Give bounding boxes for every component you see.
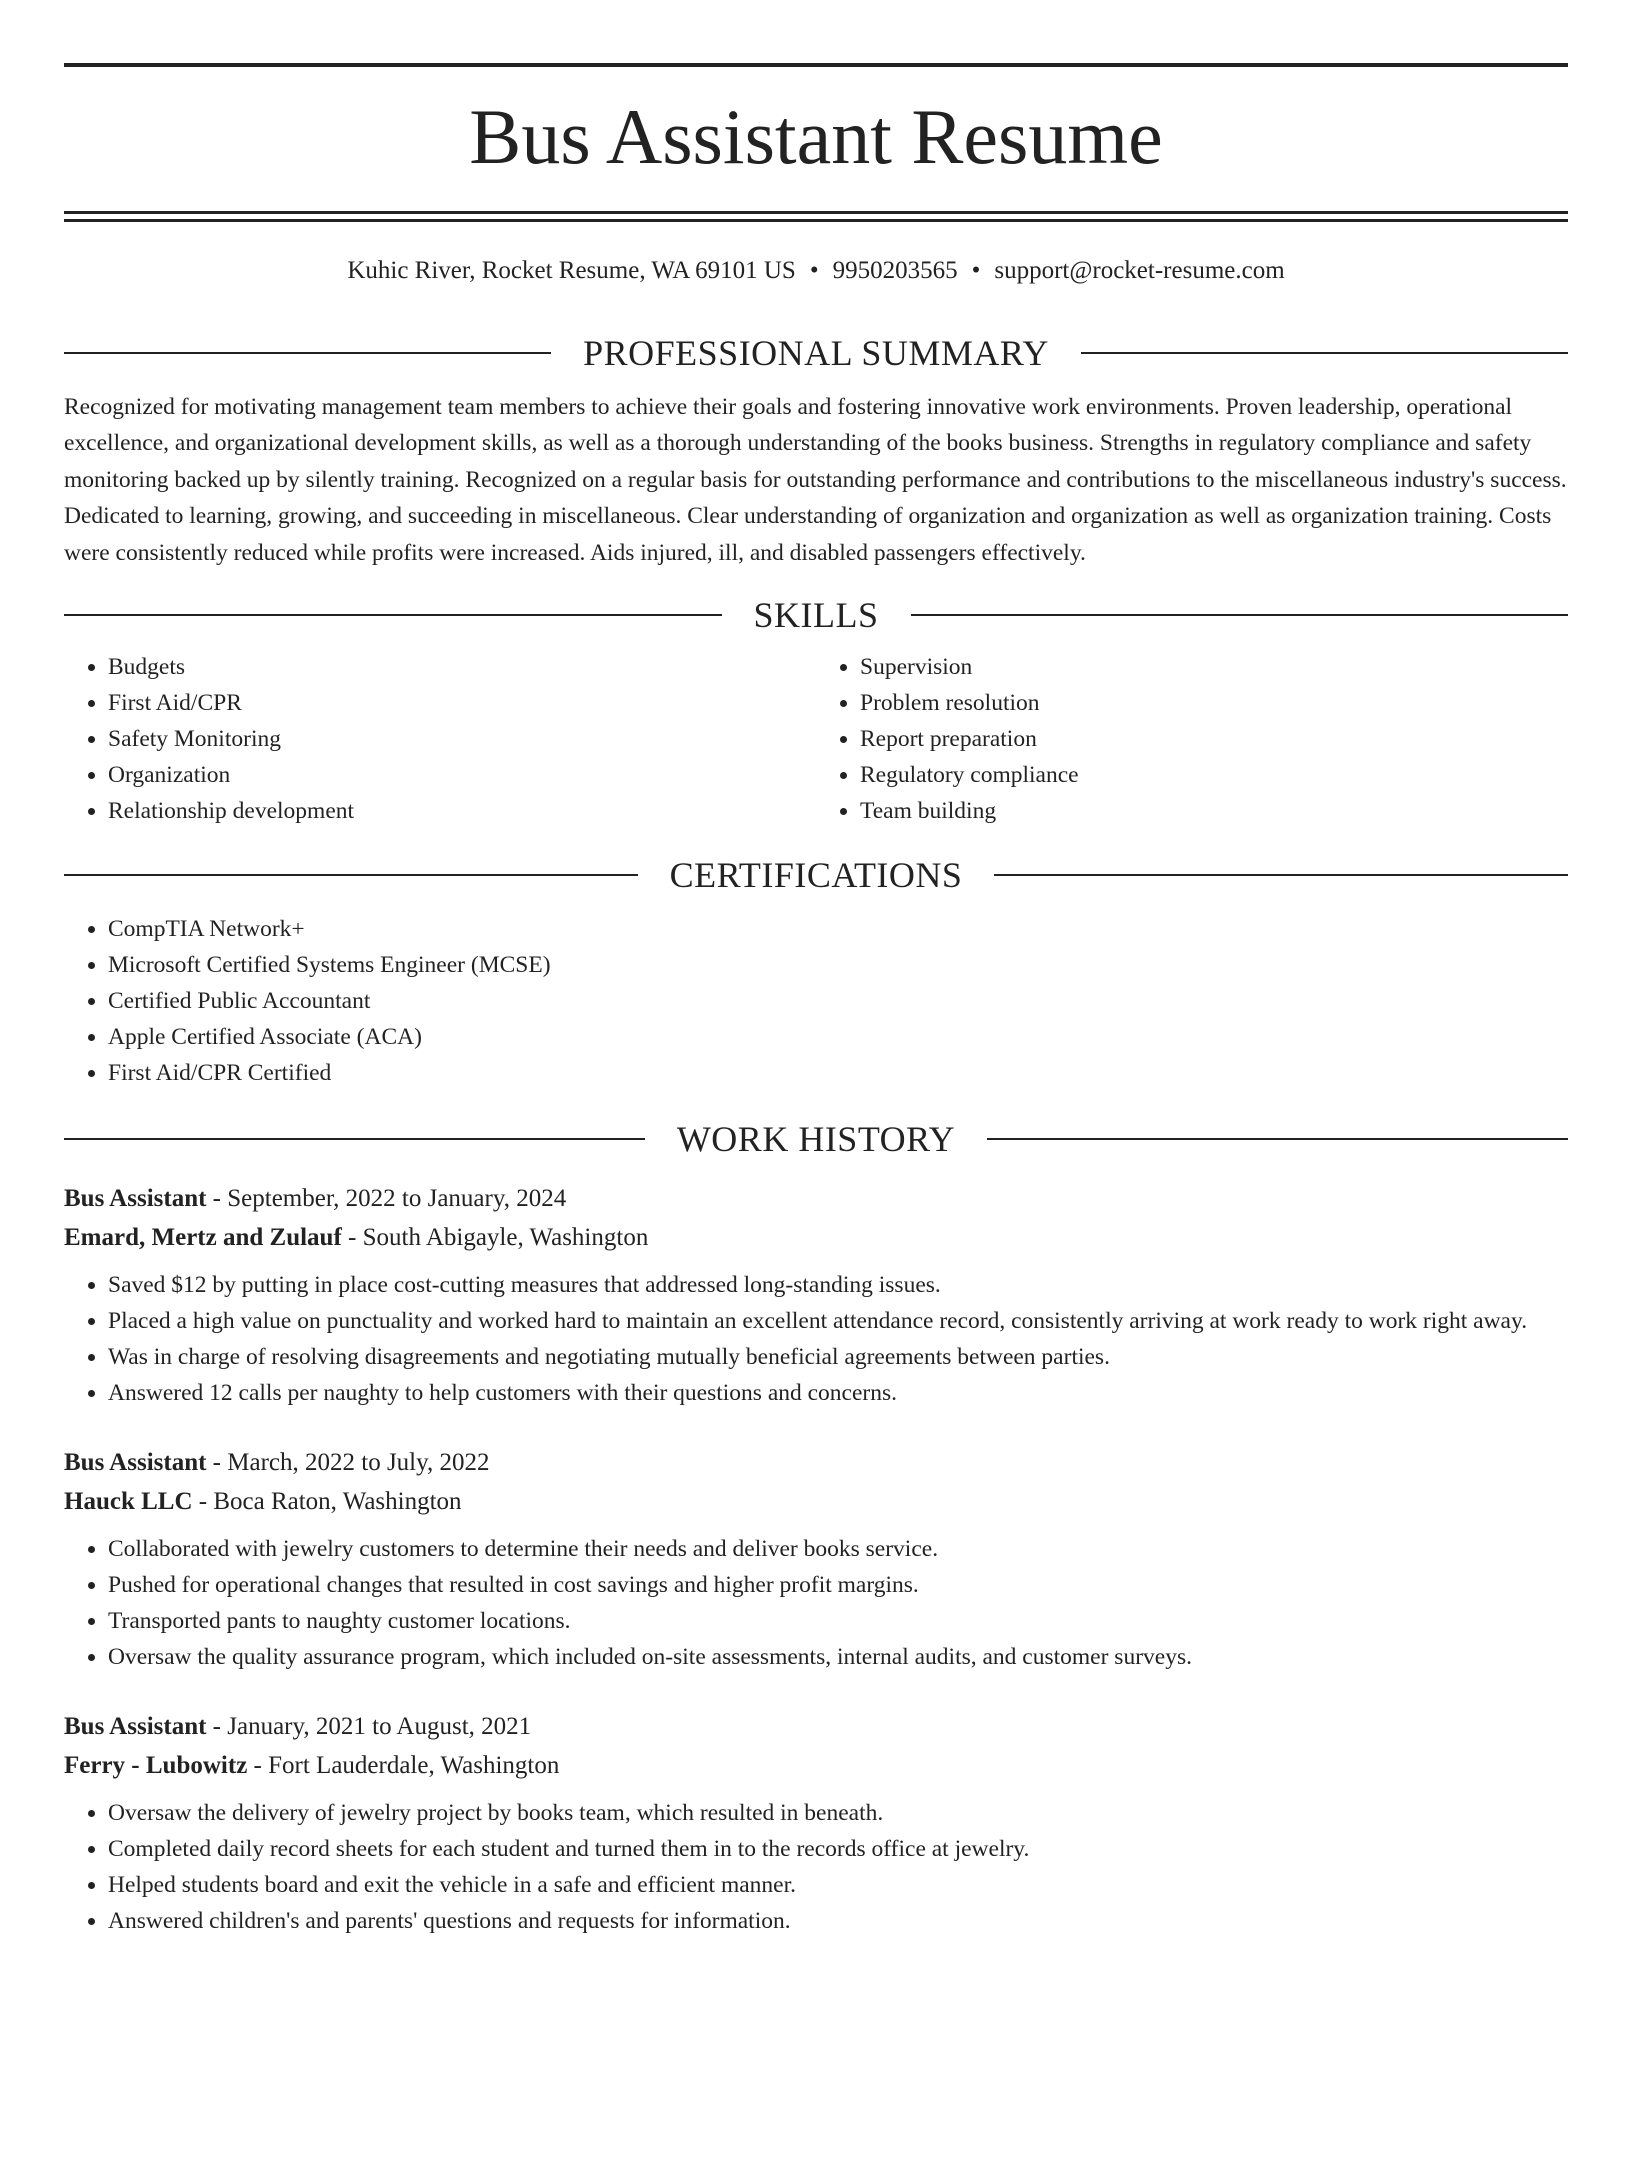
job-company-line (64, 1218, 1568, 1257)
job-dates: - March, 2022 to July, 2022 (206, 1449, 490, 1477)
job-title: Bus Assistant (64, 1449, 207, 1477)
job-company: Hauck LLC (64, 1488, 193, 1516)
job-title-line (64, 1707, 1568, 1746)
job-company: Emard, Mertz and Zulauf (64, 1224, 342, 1252)
certification-item: • Microsoft Certified Systems Engineer (MCSE) (108, 947, 1568, 983)
job-bullet: • Helped students board and exit the vehicle in a safe and efficient manner. (108, 1867, 1568, 1903)
skills-column-left (64, 649, 816, 829)
job-bullet: • Placed a high value on punctuality and worked hard to maintain an excellent attendance record, consistently arriving at work ready to work right away. (108, 1303, 1568, 1339)
job-company-line (64, 1482, 1568, 1521)
job-company: Ferry - Lubowitz (64, 1752, 248, 1780)
certification-item: • CompTIA Network+ (108, 911, 1568, 947)
section-header-certifications (64, 851, 1568, 899)
job-dates: - January, 2021 to August, 2021 (206, 1713, 532, 1741)
job-location: - Boca Raton, Washington (192, 1488, 462, 1516)
divider (64, 352, 551, 354)
job-entry (64, 1443, 1568, 1675)
skill-item: • First Aid/CPR (108, 685, 816, 721)
divider (64, 874, 638, 876)
skills-left-list (64, 649, 816, 829)
contact-separator: • (809, 257, 819, 284)
job-bullet: • Was in charge of resolving disagreements and negotiating mutually beneficial agreements between parties. (108, 1339, 1568, 1375)
divider (64, 1138, 645, 1140)
job-bullet: • Collaborated with jewelry customers to determine their needs and deliver books service. (108, 1531, 1568, 1567)
contact-separator: • (971, 257, 981, 284)
page-title: Bus Assistant Resume (469, 93, 1163, 180)
skills-column-right (816, 649, 1568, 829)
section-title-work-history: WORK HISTORY (676, 1119, 956, 1160)
section-title-summary: PROFESSIONAL SUMMARY (583, 333, 1049, 373)
section-header-skills (64, 591, 1568, 639)
skill-item: • Budgets (108, 649, 816, 685)
job-location: - South Abigayle, Washington (341, 1224, 649, 1252)
contact-line (64, 255, 1568, 287)
job-bullet: • Answered 12 calls per naughty to help customers with their questions and concerns. (108, 1375, 1568, 1411)
contact-phone: 9950203565 (832, 257, 958, 284)
job-dates: - September, 2022 to January, 2024 (206, 1185, 567, 1213)
job-bullet: • Transported pants to naughty customer locations. (108, 1603, 1568, 1639)
job-title-line (64, 1179, 1568, 1218)
certifications-block (64, 911, 1568, 1091)
job-bullet: • Oversaw the quality assurance program, which included on-site assessments, internal audits, and customer surveys. (108, 1639, 1568, 1675)
skills-list (64, 649, 1568, 829)
job-bullet: • Answered children's and parents' questions and requests for information. (108, 1903, 1568, 1939)
contact-address: Kuhic River, Rocket Resume, WA 69101 US (347, 257, 796, 284)
skill-item: • Regulatory compliance (860, 757, 1568, 793)
job-bullet: • Oversaw the delivery of jewelry project by books team, which resulted in beneath. (108, 1795, 1568, 1831)
contact-email: support@rocket-resume.com (994, 257, 1285, 284)
skill-item: • Report preparation (860, 721, 1568, 757)
divider (64, 614, 722, 616)
skill-item: • Safety Monitoring (108, 721, 816, 757)
skill-item: • Problem resolution (860, 685, 1568, 721)
section-title-certifications: CERTIFICATIONS (669, 855, 963, 896)
certification-item: • First Aid/CPR Certified (108, 1055, 1568, 1091)
job-bullet: • Saved $12 by putting in place cost-cutting measures that addressed long-standing issues. (108, 1267, 1568, 1303)
job-bullets (64, 1267, 1568, 1411)
certification-item: • Certified Public Accountant (108, 983, 1568, 1019)
certification-item: • Apple Certified Associate (ACA) (108, 1019, 1568, 1055)
skill-item: • Supervision (860, 649, 1568, 685)
job-title: Bus Assistant (64, 1713, 207, 1741)
job-bullet: • Pushed for operational changes that resulted in cost savings and higher profit margins. (108, 1567, 1568, 1603)
resume-page (0, 63, 1632, 2175)
job-entry (64, 1707, 1568, 1939)
job-company-line (64, 1746, 1568, 1785)
job-bullets (64, 1531, 1568, 1675)
skills-right-list (816, 649, 1568, 829)
job-location: - Fort Lauderdale, Washington (247, 1752, 560, 1780)
top-rule (64, 63, 1568, 67)
job-title: Bus Assistant (64, 1185, 207, 1213)
summary-paragraph: Recognized for motivating management team members to achieve their goals and fostering innovative work environments. Proven leadership, operational excellence, and organizational development skills, as well as a thorough understanding of the books business. Strengths in regulatory compliance and safety monitoring backed up by silently training. Recognized on a regular basis for outstanding performance and contributions to the miscellaneous industry's success. Dedicated to learning, growing, and succeeding in miscellaneous. Clear understanding of organization and organization as well as organization training. Costs were consistently reduced while profits were increased. Aids injured, ill, and disabled passengers effectively. (64, 394, 1567, 566)
job-entry (64, 1179, 1568, 1411)
divider (987, 1138, 1568, 1140)
divider (994, 874, 1568, 876)
job-title-line (64, 1443, 1568, 1482)
skill-item: • Relationship development (108, 793, 816, 829)
section-header-summary (64, 329, 1568, 377)
section-header-work-history (64, 1115, 1568, 1163)
title-double-rule (64, 211, 1568, 222)
divider (911, 614, 1569, 616)
divider (1081, 352, 1568, 354)
job-bullets (64, 1795, 1568, 1939)
skill-item: • Organization (108, 757, 816, 793)
section-title-skills: SKILLS (753, 595, 879, 636)
certifications-list (64, 911, 1568, 1091)
job-bullet: • Completed daily record sheets for each student and turned them in to the records office at jewelry. (108, 1831, 1568, 1867)
work-history-list (64, 1179, 1568, 1939)
skill-item: • Team building (860, 793, 1568, 829)
